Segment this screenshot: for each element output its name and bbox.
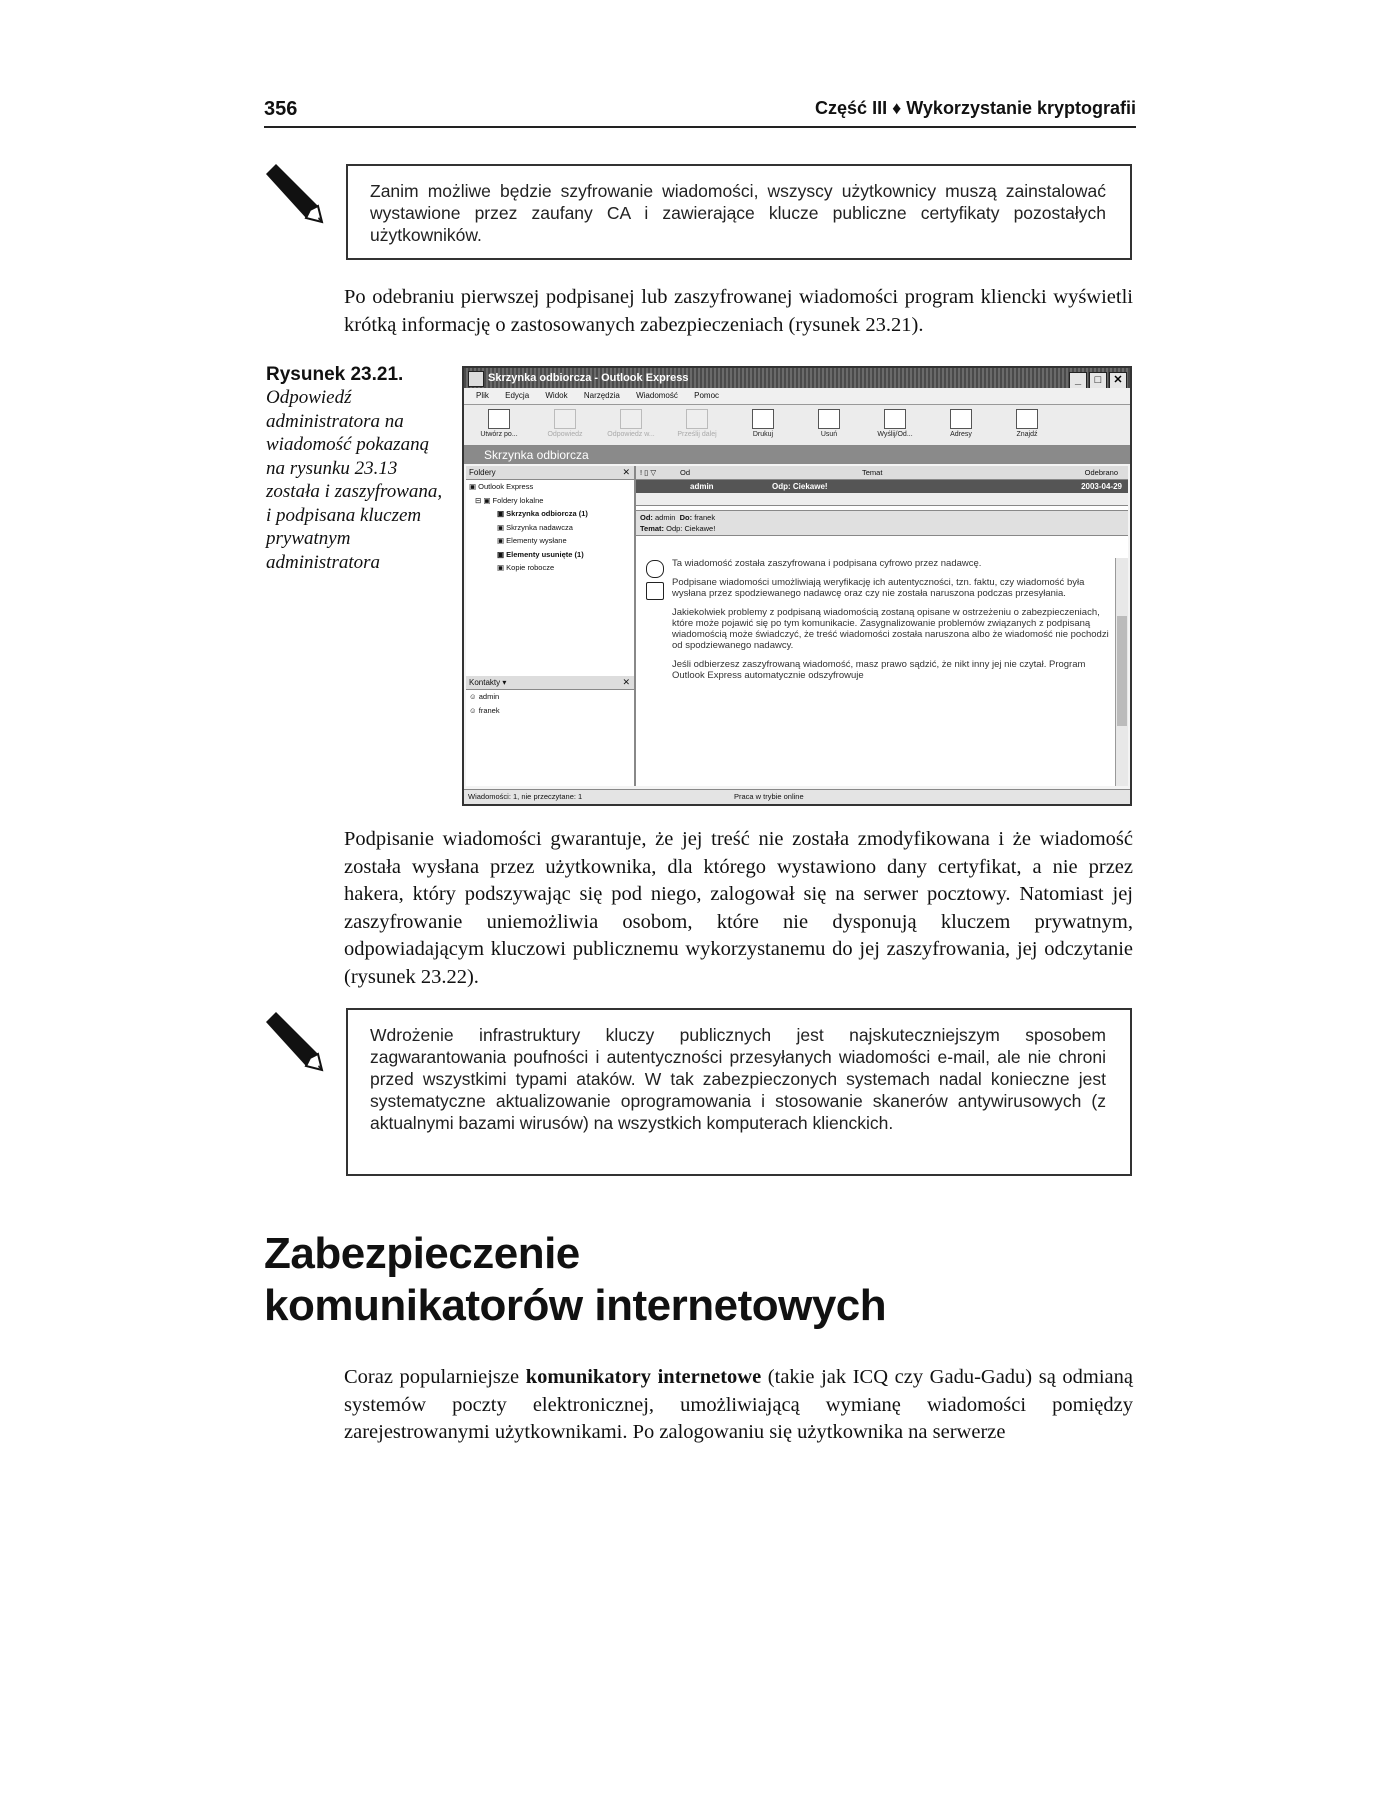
note-text: Zanim możliwe będzie szyfrowanie wiadomości, wszyscy użytkownicy muszą zainstalować wystawione przez zaufany CA i zawierające klucze publiczne certyfikaty pozostałych użytkowników. [370,181,1106,245]
folder-tree [466,480,634,575]
message-list-header [636,466,1128,480]
page-number: 356 [264,98,298,120]
contact-item[interactable]: ☺ admin [469,692,500,701]
horizontal-scrollbar[interactable] [636,493,1128,506]
print-button[interactable]: Drukuj [732,407,794,443]
preview-header: Od: admin Do: franek Temat: Odp: Ciekawe! [636,510,1128,536]
folder-item[interactable]: ▣ Elementy usunięte (1) [497,549,584,559]
close-pane-icon[interactable]: ✕ [622,677,630,687]
heading-line-1: Zabezpieczenie [264,1229,580,1278]
list-flag-icons: ! ▯ ▽ [640,468,657,477]
note-box-pki [346,1008,1132,1176]
menu-message[interactable]: Wiadomość [636,391,678,400]
contacts-header[interactable]: Kontakty ▾ ✕ [466,676,634,690]
minimize-icon[interactable]: _ [1069,372,1087,389]
bold-term: komunikatory internetowe [525,1366,762,1388]
reply-button[interactable]: Odpowiedz [534,407,596,443]
header-rule [264,126,1136,128]
create-mail-button[interactable]: Utwórz po... [468,407,530,443]
reply-all-icon [620,409,642,429]
section-heading [264,1228,1134,1332]
menu-edit[interactable]: Edycja [505,391,530,400]
padlock-icon [646,582,664,600]
window-titlebar [464,368,1130,388]
folder-item[interactable]: ▣ Kopie robocze [497,563,555,572]
status-online: Praca w trybie online [734,792,804,801]
pencil-icon [262,1008,334,1080]
forward-icon [686,409,708,429]
contacts-pane [466,676,634,717]
close-icon[interactable]: ✕ [1109,372,1127,389]
body-paragraph-2: Podpisanie wiadomości gwarantuje, że jej treść nie została zmodyfikowana i że wiadomość została wysłana przez użytkownika, dla którego wystawiono dany certyfikat, a nie przez hakera, który podszywając się pod niego, zalogował się na serwer pocztowy. Natomiast jej zaszyfrowanie uniemożliwia osobom, które nie dysponują kluczem prywatnym, odpowiadającym kluczowi publicznemu wykorzystanemu do jej zaszyfrowania, jej odczytanie (rysunek 23.22). [344,828,1133,988]
figure-caption [266,364,446,574]
reply-all-button[interactable]: Odpowiedz w... [600,407,662,443]
addresses-button[interactable]: Adresy [930,407,992,443]
heading-line-2: komunikatorów internetowych [264,1281,887,1330]
reply-icon [554,409,576,429]
column-received[interactable]: Odebrano [1084,468,1118,477]
address-book-icon [950,409,972,429]
folder-item[interactable]: ⊟ ▣ Foldery lokalne [475,495,544,505]
status-bar [464,789,1130,804]
status-count: Wiadomości: 1, nie przeczytane: 1 [468,792,583,801]
printer-icon [752,409,774,429]
outlook-express-screenshot [462,366,1132,806]
delete-x-icon [818,409,840,429]
send-receive-icon [884,409,906,429]
new-mail-icon [488,409,510,429]
window-title: Skrzynka odbiorcza - Outlook Express [488,372,689,384]
outlook-app-icon [468,371,484,387]
preview-body: Ta wiadomość została zaszyfrowana i podpisana cyfrowo przez nadawcę. Podpisane wiadomości umożliwiają weryfikację ich autentyczności, tzn. faktu, czy wiadomość była wysłana przez spodziewanego nadawcę oraz czy nie została naruszona podczas przesyłania. Jakiekolwiek problemy z podpisaną wiadomością zostaną opisane w ostrzeżeniu o zabezpieczeniach, które może pojawić się po tym komunikacie. Zasygnalizowanie problemów związanych z podpisaną wiadomością może świadczyć, że treść wiadomości została naruszona albo że wiadomość nie pochodzi od spodziewanego nadawcy. Jeśli odbierzesz zaszyfrowaną wiadomość, masz prawo sądzić, że nikt inny jej nie czytał. Program Outlook Express automatycznie odszyfrowuje [672,558,1109,681]
scrollbar-thumb[interactable] [1117,616,1127,726]
contact-item[interactable]: ☺ franek [469,705,500,715]
menu-tools[interactable]: Narzędzia [583,391,620,400]
message-pane [636,466,1128,786]
body-paragraph-1: Po odebraniu pierwszej podpisanej lub zaszyfrowanej wiadomości program kliencki wyświetli krótką informację o zastosowanych zabezpieczeniach (rysunek 23.21). [344,286,1133,336]
maximize-icon[interactable]: □ [1089,372,1107,389]
menu-view[interactable]: Widok [545,391,568,400]
folders-header: Foldery ✕ [466,466,634,480]
close-pane-icon[interactable]: ✕ [622,467,630,477]
folder-banner: Skrzynka odbiorcza [464,446,1130,464]
folder-item[interactable]: ▣ Skrzynka odbiorcza (1) [497,509,588,518]
menu-bar [464,388,1130,405]
column-subject[interactable]: Temat [862,468,883,477]
column-from[interactable]: Od [680,468,691,477]
figure-caption-text: Odpowiedź administratora na wiadomość pokazaną na rysunku 23.13 została i zaszyfrowana, i podpisana kluczem prywatnym administratora [266,387,443,573]
menu-file[interactable]: Plik [476,391,489,400]
vertical-scrollbar[interactable] [1115,558,1128,786]
message-row[interactable]: admin Odp: Ciekawe! 2003-04-29 [636,480,1128,493]
body-paragraph-3: Coraz popularniejsze komunikatory internetowe (takie jak ICQ czy Gadu-Gadu) są odmianą systemów poczty elektronicznej, umożliwiającą wymianę wiadomości pomiędzy zarejestrowanymi użytkownikami. Po zalogowaniu się użytkownika na serwerze [344,1366,1134,1443]
delete-button[interactable]: Usuń [798,407,860,443]
menu-help[interactable]: Pomoc [694,391,720,400]
folder-item[interactable]: ▣ Skrzynka nadawcza [497,522,573,532]
running-header [264,98,1136,128]
find-button[interactable]: Znajdź [996,407,1058,443]
chapter-title: Część III ♦ Wykorzystanie kryptografii [815,98,1136,118]
folders-pane [466,466,636,786]
note-box-certificates [346,164,1132,260]
find-icon [1016,409,1038,429]
folder-item[interactable]: ▣ Outlook Express [469,482,534,491]
forward-button[interactable]: Prześlij dalej [666,407,728,443]
toolbar [464,405,1130,446]
folder-item[interactable]: ▣ Elementy wysłane [497,536,567,545]
figure-label: Rysunek 23.21. [266,364,404,385]
note-text: Wdrożenie infrastruktury kluczy publicznych jest najskuteczniejszym sposobem zagwarantowania poufności i autentyczności przesyłanych wiadomości e-mail, ale nie chroni przed wszystkimi typami ataków. W tak zabezpieczonych systemach nadal konieczne jest systematyczne aktualizowanie oprogramowania i stosowanie skanerów antywirusowych (z aktualnymi bazami wirusów) na wszystkich komputerach klienckich. [370,1025,1106,1133]
pencil-icon [262,160,334,232]
window-controls [1067,370,1127,390]
signed-ribbon-icon [646,560,664,578]
send-receive-button[interactable]: Wyślij/Od... [864,407,926,443]
